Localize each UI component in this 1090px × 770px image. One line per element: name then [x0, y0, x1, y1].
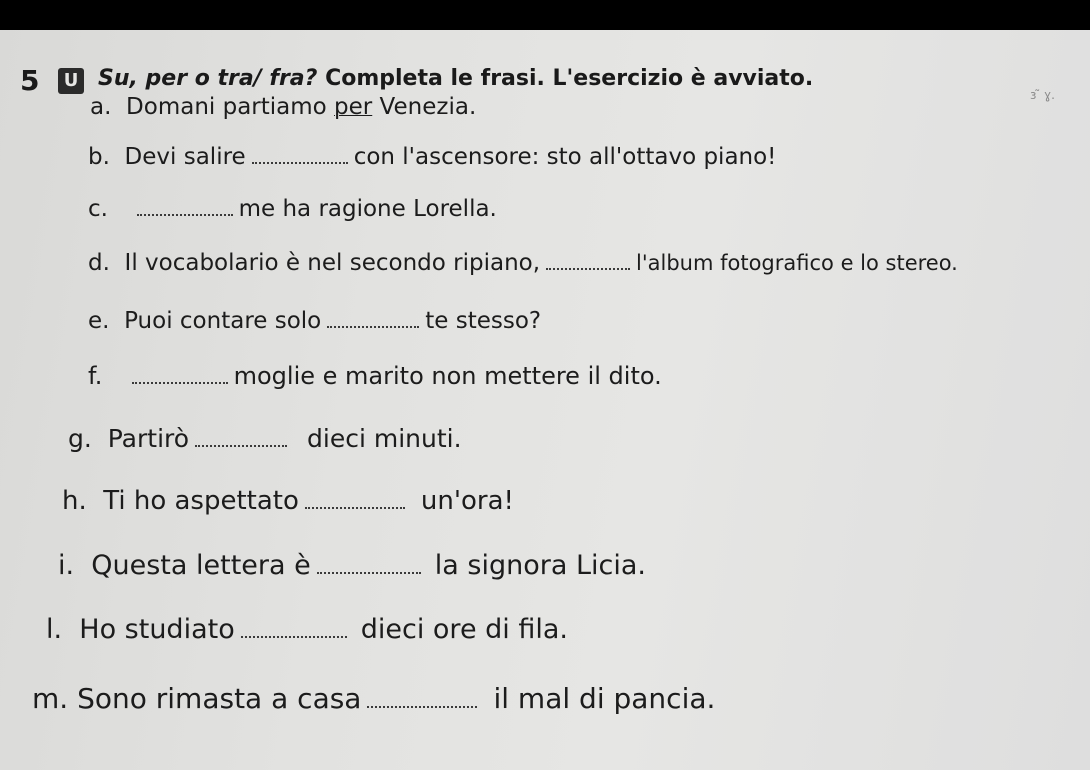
item-letter: l. — [46, 614, 71, 645]
sentence-after: con l'ascensore: sto all'ottavo piano! — [353, 144, 777, 170]
exercise-type-icon: U — [58, 68, 84, 94]
sentence-after: dieci minuti. — [307, 424, 462, 453]
sentence-after: moglie e marito non mettere il dito. — [233, 362, 662, 390]
sentence-after: un'ora! — [420, 486, 514, 516]
answer-blank[interactable] — [327, 325, 419, 328]
sentence-f — [88, 362, 662, 390]
answer-blank[interactable] — [305, 506, 405, 509]
exercise-instruction — [98, 66, 813, 91]
sentence-after: la signora Licia. — [434, 550, 646, 581]
sentence-after: me ha ragione Lorella. — [238, 196, 497, 222]
item-letter: d. — [88, 250, 118, 276]
answer-blank[interactable] — [317, 571, 421, 574]
item-letter: i. — [58, 550, 83, 581]
answer-blank[interactable] — [252, 161, 348, 164]
sentence-after: te stesso? — [425, 308, 542, 334]
answer-blank[interactable] — [132, 381, 228, 384]
sentence-before: Puoi contare solo — [124, 308, 322, 334]
item-letter: h. — [62, 486, 96, 516]
sentence-b — [88, 144, 776, 170]
item-letter: a. — [90, 94, 119, 120]
sentence-d — [88, 250, 958, 276]
sentence-g — [68, 424, 462, 453]
sentence-before: Domani partiamo — [126, 94, 335, 120]
exercise-number: 5 — [20, 64, 40, 97]
sentence-after: Venezia. — [372, 94, 477, 120]
sentence-h — [62, 486, 514, 516]
sentence-after: l'album fotografico e lo stereo. — [636, 251, 958, 275]
sentence-before: Questa lettera è — [91, 550, 311, 581]
answer-blank[interactable] — [241, 635, 347, 638]
sentence-after: il mal di pancia. — [493, 682, 716, 715]
sentence-before: Partirò — [107, 424, 190, 453]
answer-blank[interactable] — [137, 213, 233, 216]
sentence-before: Ho studiato — [79, 614, 235, 645]
item-letter: b. — [88, 144, 118, 170]
item-letter: m. — [32, 682, 78, 715]
answer-blank[interactable] — [367, 705, 477, 708]
sentence-e — [88, 308, 541, 334]
sentence-c — [88, 196, 497, 222]
item-letter: c. — [88, 196, 116, 222]
sentence-before: Devi salire — [124, 144, 246, 170]
corner-scribble: ɜ ̃ ɣ. — [1030, 88, 1055, 102]
filled-answer: per — [334, 94, 373, 120]
instruction-rest: Completa le frasi. L'esercizio è avviato. — [317, 66, 814, 91]
workbook-page — [0, 30, 1090, 770]
sentence-i — [58, 550, 646, 581]
sentence-before: Il vocabolario è nel secondo ripiano, — [124, 250, 541, 276]
item-letter: g. — [68, 424, 100, 453]
answer-blank[interactable] — [546, 267, 630, 270]
item-letter: e. — [88, 308, 117, 334]
answer-blank[interactable] — [195, 444, 287, 447]
sentence-before: Sono rimasta a casa — [77, 682, 362, 715]
sentence-a — [90, 94, 476, 120]
sentence-m — [32, 682, 715, 715]
sentence-l — [46, 614, 568, 645]
sentence-before: Ti ho aspettato — [103, 486, 299, 516]
sentence-after: dieci ore di fila. — [360, 614, 568, 645]
top-black-bar — [0, 0, 1090, 30]
item-letter: f. — [88, 362, 110, 390]
instruction-italic-part: Su, per o tra/ fra? — [98, 66, 318, 91]
